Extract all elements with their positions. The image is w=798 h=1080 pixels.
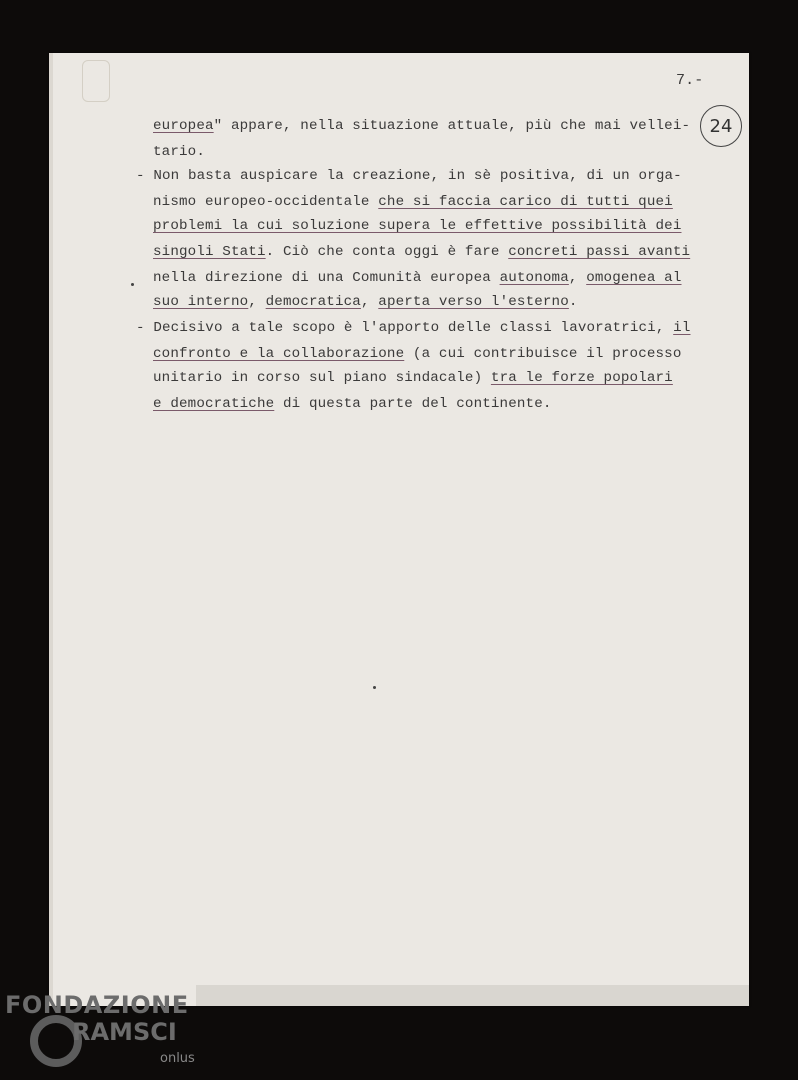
text-line: [153, 142, 205, 162]
scan-strip: [196, 985, 749, 1006]
watermark-line2: RAMSCI: [72, 1018, 177, 1046]
text-segment: ,: [568, 270, 587, 286]
underlined-text: autonoma: [499, 270, 569, 286]
watermark-line1: FONDAZIONE: [5, 991, 189, 1019]
text-segment: . Ciò che conta oggi è fare: [265, 244, 509, 260]
watermark-onlus: onlus: [160, 1051, 195, 1066]
page-edge: [49, 53, 53, 1006]
text-segment: - Decisivo a tale scopo è l'apporto delle classi lavoratrici,: [136, 320, 674, 336]
text-segment: ,: [248, 294, 266, 310]
underlined-text: il: [673, 320, 691, 336]
ink-dot: [373, 686, 376, 689]
folio-stamp: 24: [700, 105, 742, 147]
text-segment: " appare, nella situazione attuale, più che mai vellei-: [213, 118, 691, 134]
underlined-text: e democratiche: [153, 396, 275, 412]
text-segment: ,: [360, 294, 379, 310]
paper-stain: [82, 60, 110, 102]
underlined-text: europea: [153, 118, 214, 134]
text-segment: nismo europeo-occidentale: [153, 194, 379, 210]
text-segment: nella direzione di una Comunità europea: [153, 270, 500, 286]
text-line: [153, 116, 690, 136]
ink-dot: [131, 283, 134, 286]
text-line: [153, 216, 682, 236]
underlined-text: problemi la cui soluzione supera le effettive possibilità dei: [153, 218, 682, 234]
text-segment: - Non basta auspicare la creazione, in sè positiva, di un orga-: [136, 168, 682, 184]
text-line: [153, 394, 552, 414]
text-segment: di questa parte del continente.: [274, 396, 552, 412]
underlined-text: suo interno: [153, 294, 249, 310]
underlined-text: singoli Stati: [153, 244, 266, 260]
text-line: [153, 368, 673, 388]
text-line: [136, 318, 691, 338]
text-segment: tario.: [153, 144, 205, 160]
text-line: [136, 166, 682, 186]
underlined-text: confronto e la collaborazione: [153, 346, 405, 362]
page-number: 7.-: [676, 72, 704, 89]
text-line: [153, 192, 673, 212]
text-line: [153, 292, 578, 312]
text-line: [153, 268, 682, 288]
underlined-text: aperta verso l'esterno: [378, 294, 569, 310]
text-segment: (a cui contribuisce il processo: [404, 346, 682, 362]
underlined-text: tra le forze popolari: [490, 370, 673, 386]
text-line: [153, 242, 690, 262]
text-segment: .: [568, 294, 578, 310]
fondazione-gramsci-watermark: [0, 985, 220, 1080]
text-segment: unitario in corso sul piano sindacale): [153, 370, 491, 386]
underlined-text: concreti passi avanti: [508, 244, 691, 260]
underlined-text: omogenea al: [586, 270, 682, 286]
underlined-text: che si faccia carico di tutti quei: [378, 194, 673, 210]
underlined-text: democratica: [265, 294, 361, 310]
text-line: [153, 344, 682, 364]
